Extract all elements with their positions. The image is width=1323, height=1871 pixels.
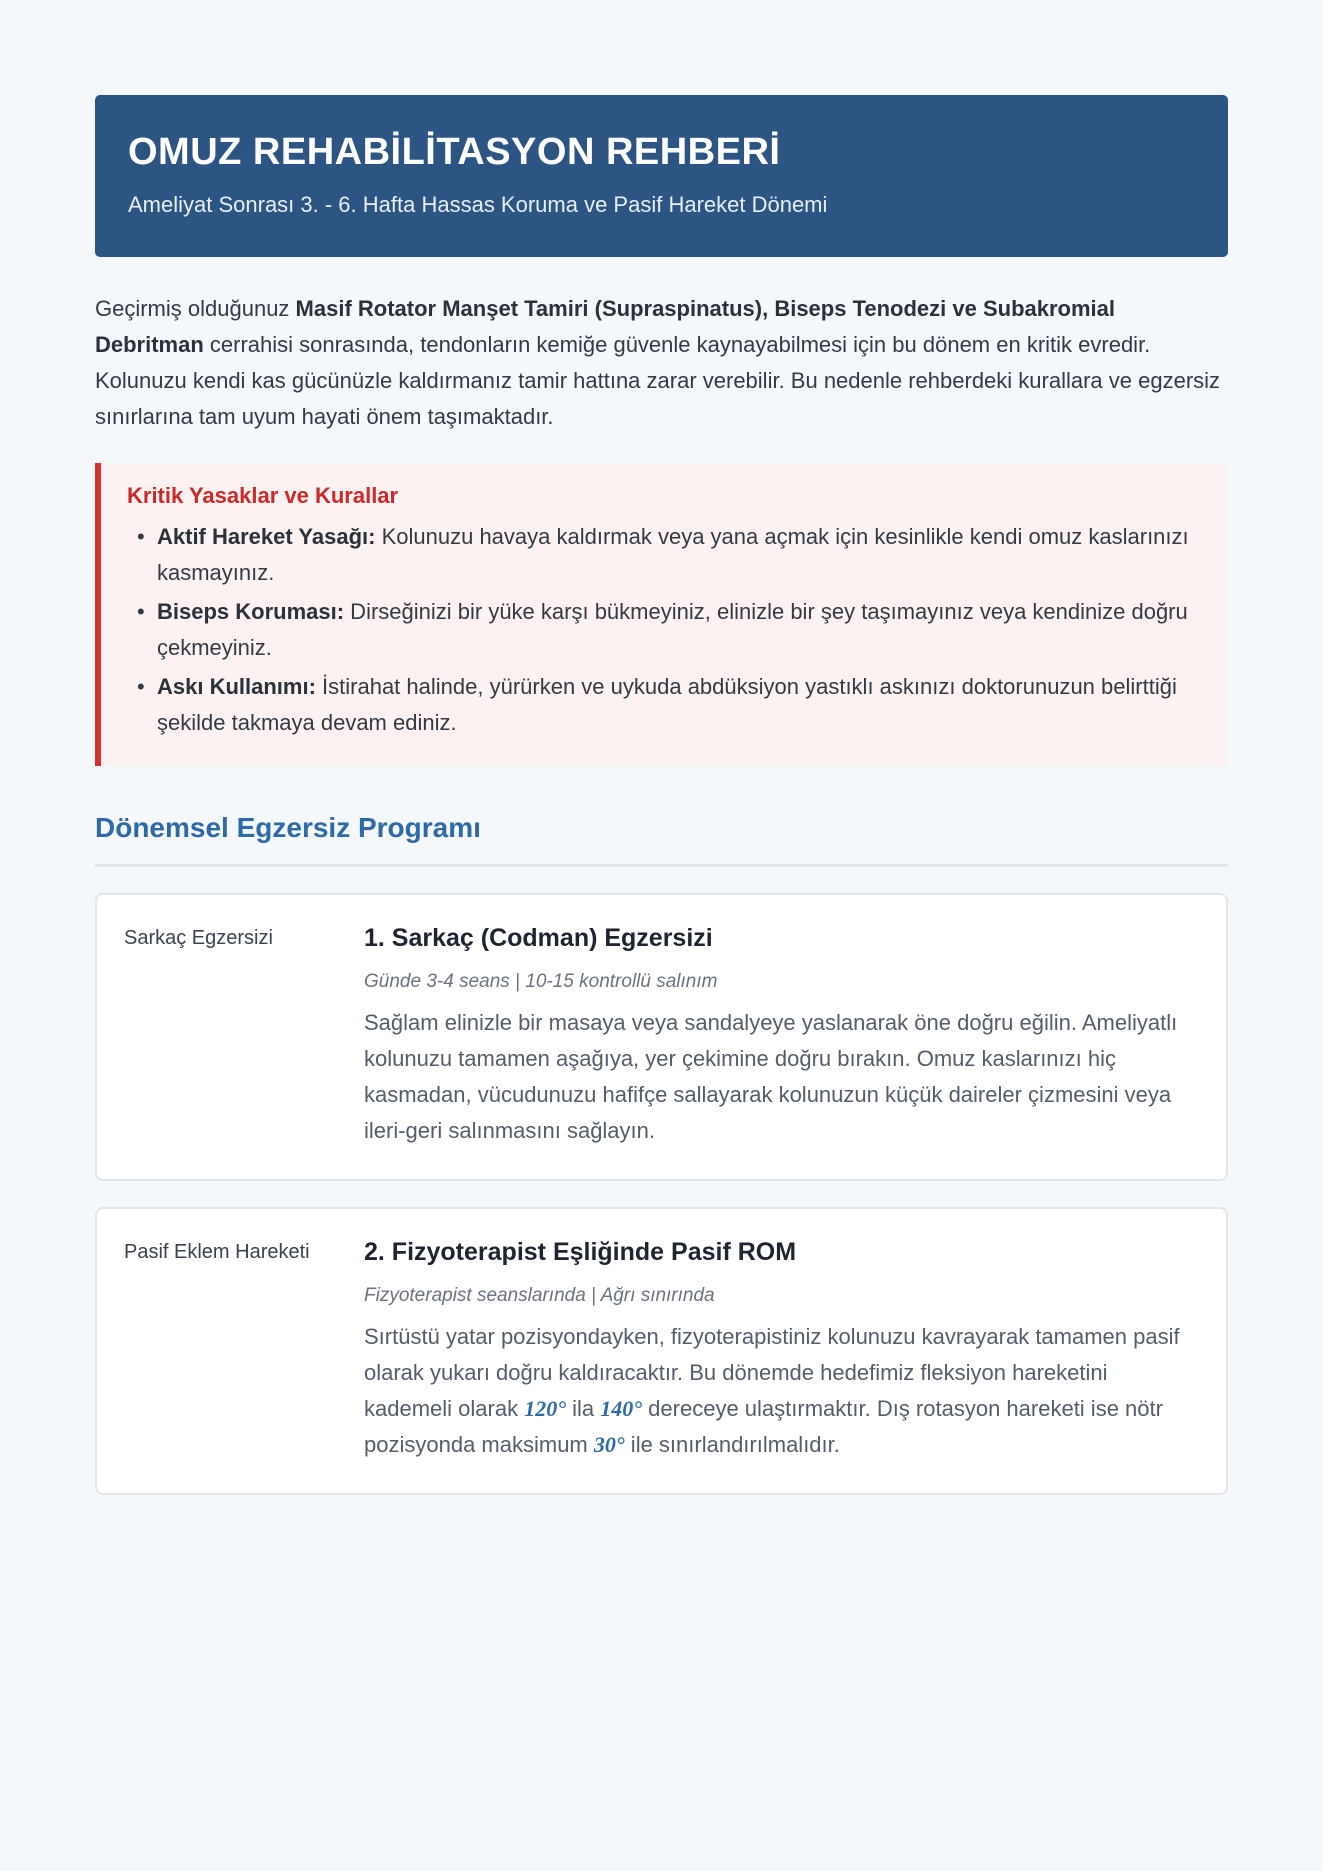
critical-rules-box	[95, 463, 1228, 766]
document-page	[95, 95, 1228, 1495]
exercise-title: 1. Sarkaç (Codman) Egzersizi	[364, 924, 713, 952]
rule-text: İstirahat halinde, yürürken ve uykuda abdüksiyon yastıklı askınızı doktorunuzun belirttiği şekilde takmaya devam ediniz.	[157, 674, 1177, 735]
exercise-frequency: Günde 3-4 seans | 10-15 kontrollü salınım	[364, 971, 718, 992]
page-title: OMUZ REHABİLİTASYON REHBERİ	[128, 131, 781, 173]
program-section-title: Dönemsel Egzersiz Programı	[95, 810, 1228, 867]
exercise-body	[364, 921, 1196, 1149]
page-header	[95, 95, 1228, 257]
desc-part: ila	[566, 1396, 601, 1421]
rule-item-active-motion	[127, 519, 1198, 591]
rule-item-biceps-protection	[127, 594, 1198, 666]
exercise-title: 2. Fizyoterapist Eşliğinde Pasif ROM	[364, 1238, 797, 1266]
exercise-tag: Sarkaç Egzersizi	[124, 927, 273, 949]
rule-label: Aktif Hareket Yasağı:	[157, 524, 376, 549]
intro-paragraph	[95, 291, 1228, 435]
rule-text: Kolunuzu havaya kaldırmak veya yana açmak için kesinlikle kendi omuz kaslarınızı kasmayınız.	[157, 524, 1189, 585]
exercise-frequency: Fizyoterapist seanslarında | Ağrı sınırında	[364, 1285, 715, 1306]
exercise-card-passive-rom	[95, 1207, 1228, 1495]
bullet-icon: •	[137, 524, 145, 549]
critical-rules-title: Kritik Yasaklar ve Kurallar	[127, 483, 399, 508]
degree-value: 120°	[524, 1396, 566, 1421]
exercise-body	[364, 1235, 1196, 1463]
critical-rules-list	[127, 519, 1198, 741]
intro-prefix: Geçirmiş olduğunuz	[95, 296, 296, 321]
exercise-description	[364, 1319, 1196, 1463]
desc-part: Sırtüstü yatar pozisyondayken, fizyoterapistiniz kolunuzu kavrayarak tamamen pasif olarak yukarı doğru kaldıracaktır. Bu dönemde hedefimiz fleksiyon hareketini kademeli olarak	[364, 1324, 1180, 1421]
bullet-icon: •	[137, 674, 145, 699]
degree-value: 140°	[600, 1396, 643, 1421]
intro-surgery-name: Masif Rotator Manşet Tamiri (Supraspinatus), Biseps Tenodezi ve Subakromial Debritman	[95, 296, 1116, 357]
exercise-card-pendulum	[95, 893, 1228, 1181]
desc-part: ile sınırlandırılmalıdır.	[624, 1432, 840, 1457]
page-subtitle: Ameliyat Sonrası 3. - 6. Hafta Hassas Koruma ve Pasif Hareket Dönemi	[128, 192, 828, 217]
rule-label: Askı Kullanımı:	[157, 674, 316, 699]
exercise-description: Sağlam elinizle bir masaya veya sandalyeye yaslanarak öne doğru eğilin. Ameliyatlı kolunuzu tamamen aşağıya, yer çekimine doğru bırakın. Omuz kaslarınızı hiç kasmadan, vücudunuzu hafifçe sallayarak kolunuzun küçük daireler çizmesini veya ileri-geri salınmasını sağlayın.	[364, 1010, 1178, 1143]
rule-item-sling-usage	[127, 669, 1198, 741]
rule-text: Dirseğinizi bir yüke karşı bükmeyiniz, elinizle bir şey taşımayınız veya kendinize doğru çekmeyiniz.	[157, 599, 1188, 660]
rule-label: Biseps Koruması:	[157, 599, 345, 624]
bullet-icon: •	[137, 599, 145, 624]
intro-suffix: cerrahisi sonrasında, tendonların kemiğe güvenle kaynayabilmesi için bu dönem en kritik evredir. Kolunuzu kendi kas gücünüzle kaldırmanız tamir hattına zarar verebilir. Bu nedenle rehberdeki kurallara ve egzersiz sınırlarına tam uyum hayati önem taşımaktadır.	[95, 332, 1221, 429]
degree-value: 30°	[593, 1432, 625, 1457]
desc-part: dereceye ulaştırmaktır. Dış rotasyon hareketi ise nötr pozisyonda maksimum	[364, 1396, 1163, 1457]
exercise-tag: Pasif Eklem Hareketi	[124, 1241, 310, 1263]
